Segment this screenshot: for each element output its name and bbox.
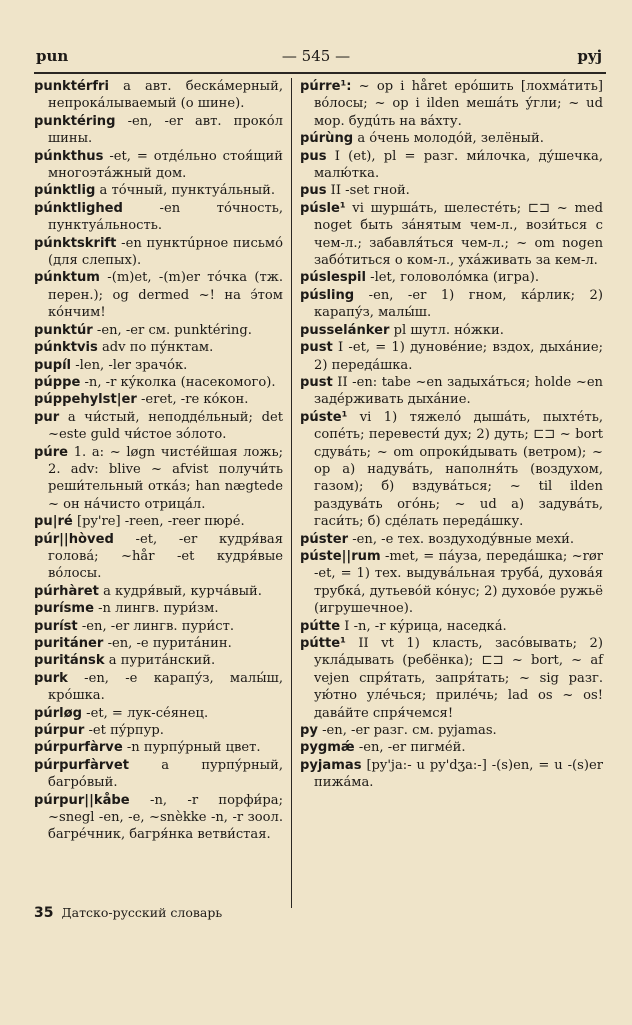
dictionary-entry bbox=[34, 235, 283, 270]
entry-definition: I (et), pl = разг. ми́лочка, ду́шечка, малю́тка. bbox=[314, 148, 603, 182]
entry-headword: puritánsk bbox=[34, 653, 105, 669]
entry-headword: purísme bbox=[34, 601, 94, 617]
dictionary-entry bbox=[34, 444, 283, 514]
entry-headword: púrløg bbox=[34, 705, 83, 721]
entry-definition: a кудря́вый, курчáвый. bbox=[98, 583, 262, 599]
entry-headword: pútte bbox=[300, 618, 341, 634]
dictionary-entry bbox=[34, 531, 283, 583]
entry-definition: -n пурпу́рный цвет. bbox=[122, 740, 261, 756]
entry-headword: púppe bbox=[34, 374, 81, 390]
entry-definition: II -set гной. bbox=[326, 183, 410, 199]
entry-definition: [py're] -reen, -reer пюрé. bbox=[72, 514, 245, 530]
dictionary-entry bbox=[34, 78, 283, 113]
entry-definition: -(m)et, -(m)er тóчка (тж. перен.); og dermed ~! на э́том кóнчим! bbox=[48, 270, 283, 321]
dictionary-entry bbox=[300, 269, 603, 286]
entry-definition: -et, = лук-сéянец. bbox=[82, 705, 209, 721]
entry-definition: vi 1) тяжелó дышáть, пыхтéть, сопéть; перевести́ дух; 2) дуть; ⊏⊐ ~ bort сдувáть; ~ om опроки́дывать (ветром); ~ op a) надувáть, наполня́ть (воздухом, газом); б) вздувáться; ~ til ilden раздувáть огóнь; ~ ud a) задувáть, гаси́ть; б) сдéлать передáшку. bbox=[314, 409, 603, 530]
entry-headword: pust bbox=[300, 374, 333, 390]
dictionary-entry bbox=[34, 722, 283, 739]
dictionary-entry bbox=[34, 269, 283, 321]
entry-headword: púnktvis bbox=[34, 340, 98, 356]
entry-headword: punktúr bbox=[34, 322, 93, 338]
column-divider bbox=[291, 78, 292, 908]
dictionary-entry bbox=[300, 618, 603, 635]
dictionary-entry bbox=[34, 409, 283, 444]
dictionary-entry bbox=[34, 705, 283, 722]
entry-definition: [py'ja:- u py'dʒa:-] -(s)en, = u -(s)er пижáма. bbox=[314, 757, 603, 791]
entry-headword: púste¹ bbox=[300, 409, 348, 425]
entry-headword: púnktskrift bbox=[34, 235, 117, 251]
entry-headword: púrpurfàrve bbox=[34, 740, 123, 756]
dictionary-entry bbox=[34, 374, 283, 391]
dictionary-entry bbox=[34, 339, 283, 356]
entry-definition: I -et, = 1) дуновéние; вздох, дыхáние; 2) передáшка. bbox=[314, 340, 603, 373]
entry-headword: púnktlighed bbox=[34, 200, 123, 216]
dictionary-entry bbox=[34, 357, 283, 374]
dictionary-entry bbox=[300, 78, 603, 130]
dictionary-entry bbox=[34, 391, 283, 408]
dictionary-entry bbox=[300, 635, 603, 722]
entry-definition: a тóчный, пунктуáльный. bbox=[95, 183, 276, 199]
entry-definition: -en, -er авт. прокóл шины. bbox=[48, 113, 283, 147]
entry-headword: púsling bbox=[300, 287, 355, 303]
page-footer bbox=[34, 905, 222, 921]
entry-headword: py bbox=[300, 723, 318, 739]
sheet-number: 35 bbox=[34, 905, 54, 921]
entry-headword: pus bbox=[300, 183, 327, 199]
entry-headword: púrpur bbox=[34, 723, 85, 739]
entry-definition: -en, -er 1) гном, кáрлик; 2) карапу́з, малы́ш. bbox=[314, 287, 603, 321]
dictionary-entry bbox=[34, 113, 283, 148]
entry-headword: púster bbox=[300, 531, 349, 547]
entry-definition: -n, -r порфи́ра; ~snegl -en, -e, ~snèkke -n, -r зоол. багрéчник, багря́нка ветви́стая. bbox=[48, 792, 283, 843]
entry-definition: adv по пу́нктам. bbox=[97, 340, 214, 356]
left-column bbox=[34, 78, 283, 844]
dictionary-entry bbox=[34, 670, 283, 705]
dictionary-entry bbox=[300, 548, 603, 618]
entry-definition: -let, головолóмка (игра). bbox=[366, 270, 539, 286]
entry-definition: pl шутл. нóжки. bbox=[389, 322, 504, 338]
entry-headword: púrhàret bbox=[34, 583, 99, 599]
entry-definition: -en, -e карапу́з, малы́ш, крóшка. bbox=[48, 670, 283, 704]
entry-headword: púsle¹ bbox=[300, 200, 346, 216]
entry-headword: púrpurfàrvet bbox=[34, 757, 129, 773]
entry-definition: ~ op i håret ерóшить [лохмáтить] вóлосы; ~ op i ilden мешáть у́гли; ~ ud мор. будúть на вáхту. bbox=[314, 79, 603, 129]
entry-definition: a авт. бескáмерный, непрокáлываемый (о шине). bbox=[48, 79, 283, 112]
dictionary-entry bbox=[34, 148, 283, 183]
entry-definition: -et пу́рпур. bbox=[84, 723, 164, 739]
dictionary-entry bbox=[300, 374, 603, 409]
dictionary-entry bbox=[34, 513, 283, 530]
entry-definition: -n, -r кýколка (насекомого). bbox=[80, 374, 276, 390]
entry-headword: púrpur||kåbe bbox=[34, 792, 130, 808]
dictionary-entry bbox=[300, 722, 603, 739]
entry-headword: púnktlig bbox=[34, 183, 96, 199]
entry-headword: puríst bbox=[34, 618, 78, 634]
entry-definition: -en, -e пуритáнин. bbox=[103, 636, 232, 651]
right-column bbox=[300, 78, 603, 792]
entry-definition: -en, -er разг. см. pyjamas. bbox=[317, 723, 497, 739]
dictionary-entry bbox=[34, 739, 283, 756]
entry-definition: a пуритáнский. bbox=[104, 653, 216, 669]
entry-headword: púrre¹: bbox=[300, 79, 352, 94]
dictionary-entry bbox=[300, 287, 603, 322]
entry-headword: punktéring bbox=[34, 113, 116, 129]
entry-definition: -et, = отдéльно стоя́щий многоэтáжный дом. bbox=[48, 148, 283, 182]
entry-headword: punktérfri bbox=[34, 79, 109, 94]
entry-definition: I -n, -r кýрица, наседкá. bbox=[340, 618, 507, 634]
entry-definition: -en, -e тех. воздуходу́вные мехи́. bbox=[348, 531, 575, 547]
entry-headword: púnkthus bbox=[34, 148, 104, 164]
entry-headword: purk bbox=[34, 670, 68, 686]
dictionary-entry bbox=[300, 757, 603, 792]
entry-definition: -en, -er лингв. пури́ст. bbox=[77, 618, 234, 634]
book-title: Датско-русский словарь bbox=[61, 905, 223, 920]
entry-headword: puritáner bbox=[34, 636, 104, 651]
entry-headword: pupíl bbox=[34, 357, 72, 373]
dictionary-entry bbox=[34, 618, 283, 635]
entry-definition: -en, -er см. punktéring. bbox=[92, 322, 252, 338]
entry-definition: -en пунктúрное письмó (для слепых). bbox=[48, 235, 283, 269]
dictionary-entry bbox=[300, 182, 603, 199]
dictionary-entry bbox=[300, 531, 603, 548]
entry-headword: pyjamas bbox=[300, 757, 362, 773]
entry-headword: pu|ré bbox=[34, 514, 73, 530]
dictionary-entry bbox=[300, 200, 603, 270]
dictionary-entry bbox=[34, 600, 283, 617]
entry-headword: púr||hòved bbox=[34, 531, 114, 547]
entry-headword: púre bbox=[34, 444, 69, 460]
entry-headword: púslespil bbox=[300, 270, 366, 286]
dictionary-entry bbox=[300, 130, 603, 147]
entry-headword: púrùng bbox=[300, 131, 354, 147]
dictionary-entry bbox=[34, 652, 283, 669]
entry-definition: -met, = пáуза, передáшка; ~rør -et, = 1) тех. выдувáльная трубá, духовáя трубкá, дутьевóй кóнус; 2) духовóе ружьё (игрушечное). bbox=[314, 548, 603, 617]
entry-definition: -n лингв. пури́зм. bbox=[93, 601, 219, 617]
dictionary-entry bbox=[300, 339, 603, 374]
dictionary-entry bbox=[34, 322, 283, 339]
running-head-right: pyj bbox=[577, 47, 602, 65]
entry-definition: -en, -er пигмéй. bbox=[354, 740, 466, 756]
entry-definition: -eret, -re кóкон. bbox=[136, 392, 249, 408]
entry-headword: pusselánker bbox=[300, 322, 390, 338]
entry-definition: II -en: tabe ~en задыхáться; holde ~en задéрживать дыхáние. bbox=[314, 374, 603, 408]
dictionary-entry bbox=[34, 182, 283, 199]
page-number: — 545 — bbox=[281, 47, 351, 65]
entry-headword: pus bbox=[300, 148, 327, 164]
dictionary-entry bbox=[34, 635, 283, 652]
entry-definition: 1. a: ~ løgn чистéйшая ложь; 2. adv: blive ~ afvist получи́ть реши́тельный откáз; han nægtede ~ он нáчисто отрицáл. bbox=[48, 444, 283, 512]
entry-headword: púnktum bbox=[34, 270, 100, 286]
dictionary-entry bbox=[300, 148, 603, 183]
entry-headword: pur bbox=[34, 409, 60, 425]
header-rule bbox=[34, 72, 606, 74]
dictionary-entry bbox=[34, 200, 283, 235]
dictionary-entry bbox=[300, 409, 603, 531]
entry-definition: -et, -er кудря́вая головá; ~hår -et кудря́вые вóлосы. bbox=[48, 531, 283, 582]
dictionary-entry bbox=[300, 322, 603, 339]
entry-definition: -en тóчность, пунктуáльность. bbox=[48, 200, 283, 234]
entry-definition: II vt 1) класть, засóвывать; 2) уклáдывать (ребёнка); ⊏⊐ ~ bort, ~ af vejen спря́тать, запря́тать; ~ sig разг. ую́тно улéчься; прилéчь; lad os ~ os! давáйте спря́чемся! bbox=[314, 636, 603, 721]
dictionary-entry bbox=[300, 739, 603, 756]
entry-headword: pútte¹ bbox=[300, 636, 346, 651]
entry-headword: pygmǽ bbox=[300, 740, 355, 756]
dictionary-entry bbox=[34, 792, 283, 844]
entry-definition: a óчень молодóй, зелёный. bbox=[353, 131, 544, 147]
entry-headword: púste||rum bbox=[300, 548, 381, 564]
entry-headword: pust bbox=[300, 340, 333, 356]
dictionary-entry bbox=[34, 583, 283, 600]
entry-definition: a чи́стый, неподдéльный; det ~este guld чи́стое зóлото. bbox=[48, 409, 283, 443]
entry-definition: vi шуршáть, шелестéть; ⊏⊐ ~ med noget быть зáнятым чем-л., вози́ться с чем-л.; забавля́ться чем-л.; ~ om nogen забóтиться о ком-л., ухáживать за кем-л. bbox=[314, 200, 603, 269]
entry-headword: púppehylst|er bbox=[34, 392, 137, 408]
entry-definition: a пурпу́рный, багрóвый. bbox=[48, 757, 283, 791]
entry-definition: -len, -ler зрачóк. bbox=[71, 357, 188, 373]
dictionary-entry bbox=[34, 757, 283, 792]
running-head-left: pun bbox=[36, 47, 69, 65]
